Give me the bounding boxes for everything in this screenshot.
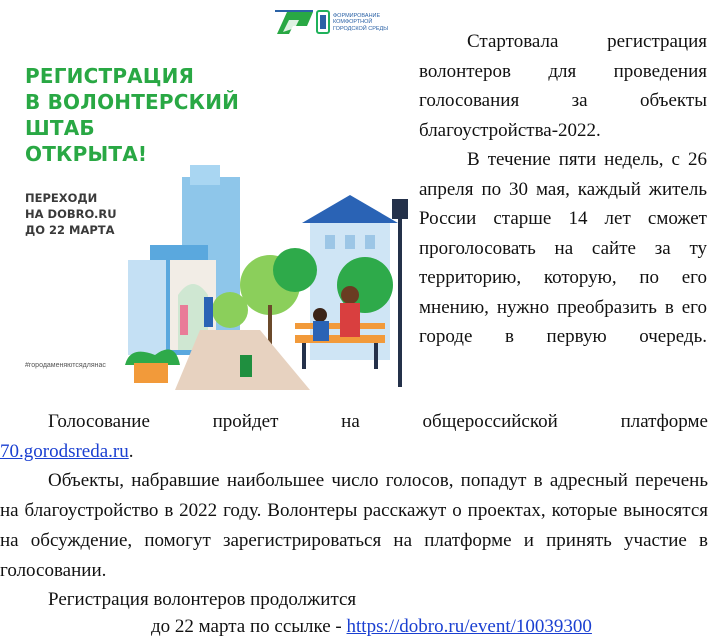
- poster-image: [0, 0, 410, 392]
- registration-paragraph: Регистрация волонтеров продолжится: [48, 589, 357, 611]
- city-environment-logo-icon: [316, 10, 330, 34]
- national-projects-logo-icon: [273, 8, 315, 36]
- word: пройдет: [212, 411, 279, 432]
- intro-text: [419, 27, 707, 352]
- deadline-text: до 22 марта по ссылке -: [151, 616, 347, 637]
- logo-caption: ФОРМИРОВАНИЕ КОМФОРТНОЙ ГОРОДСКОЙ СРЕДЫ: [333, 13, 389, 32]
- poster-headline: РЕГИСТРАЦИЯ В ВОЛОНТЕРСКИЙ ШТАБ ОТКРЫТА!: [25, 64, 240, 166]
- objects-paragraph: Объекты, набравшие наибольшее число голосов, попадут в адресный перечень на благоустройство в 2022 году. Волонтеры расскажут о проектах, которые выносятся на обсуждение, помогут зарегистрироваться на платформе и принять участие в голосовании.: [0, 470, 708, 581]
- comfortable-city-logo: [316, 10, 396, 36]
- poster-hashtag: #городаменяютсядлянас: [25, 362, 106, 369]
- period: .: [128, 440, 134, 462]
- intro-paragraph-1: Стартовала регистрация волонтеров для проведения голосования за объекты благоустройства-2022.: [419, 31, 707, 141]
- deadline-line: [151, 614, 592, 640]
- main-text: [0, 407, 708, 615]
- dobro-link[interactable]: https://dobro.ru/event/10039300: [346, 616, 592, 637]
- park-illustration: [120, 165, 412, 390]
- word: общероссийской: [422, 411, 558, 432]
- word: на: [341, 411, 360, 432]
- gorodsreda-link[interactable]: 70.gorodsreda.ru: [0, 440, 129, 462]
- word: Голосование: [48, 411, 150, 432]
- intro-paragraph-2: В течение пяти недель, с 26 апреля по 30 мая, каждый житель России старше 14 лет сможет проголосовать на сайте за ту территорию, которую, по его мнению, нужно преобразить в его городе в первую очередь.: [419, 149, 707, 347]
- voting-platform-line: [0, 407, 708, 437]
- platform-link-line: [0, 437, 708, 467]
- word: платформе: [620, 411, 708, 432]
- poster-subline: ПЕРЕХОДИ НА DOBRO.RU ДО 22 МАРТА: [25, 191, 117, 237]
